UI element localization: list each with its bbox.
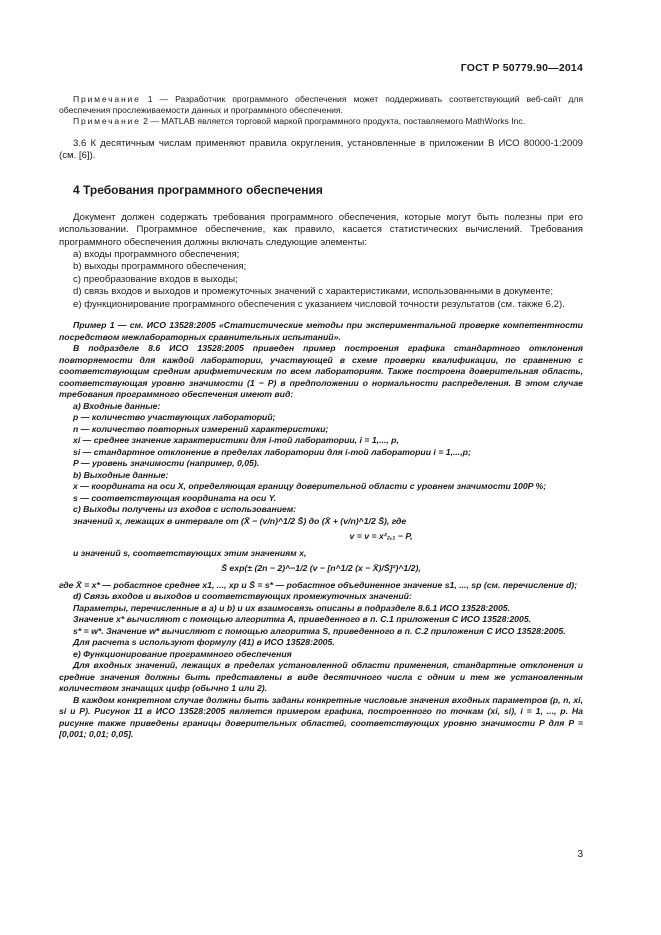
- example-block: [59, 320, 583, 741]
- input-p: p — количество участвующих лабораторий;: [73, 412, 276, 423]
- input-n: n — количество повторных измерений характеристики;: [73, 423, 329, 434]
- e-label: e) Функционирование программного обеспечения: [73, 648, 292, 659]
- note-2-text: — MATLAB является торговой маркой программного продукта, поставляемого MathWorks Inc.: [150, 116, 526, 127]
- formula-s: S̄ exp(± (2n − 2)^−1/2 (v − [n^1/2 (x − X̄)/S̄]²)^1/2),: [221, 563, 421, 574]
- c-text: значений x, лежащих в интервале от (X̄ − (v/n)^1/2 S̄) до (X̄ + (v/n)^1/2 S̄), где: [73, 515, 407, 526]
- list-item-a: a) входы программного обеспечения;: [73, 249, 240, 261]
- clause-3-6: 3.6 К десятичным числам применяют правила округления, установленные в приложении В ИСО 80000-1:2009 (см. [6]).: [59, 137, 583, 162]
- page-number: 3: [577, 849, 583, 860]
- example-title: Пример 1 — см. ИСО 13528:2005 «Статистические методы при экспериментальной проверке компетентности посредством межлабораторных сравнительных испытаний».: [59, 320, 583, 342]
- list-item-c: c) преобразование входов в выходы;: [73, 273, 238, 285]
- note-2-label: Примечание: [73, 116, 141, 127]
- c-label: c) Выходы получены из входов с использованием:: [73, 504, 297, 515]
- list-item-e: e) функционирование программного обеспечения с указанием числовой точности результатов (см. также 6.2).: [73, 298, 565, 310]
- output-s: s — соответствующая координата на оси Y.: [73, 492, 277, 503]
- inputs-label: a) Входные данные:: [73, 400, 161, 411]
- output-x: x — координата на оси X, определяющая границу доверительной области с уровнем значимости 100P %;: [73, 481, 547, 492]
- input-xi: xi — среднее значение характеристики для i-той лаборатории, i = 1,..., p,: [73, 435, 399, 446]
- standard-number: ГОСТ Р 50779.90—2014: [460, 62, 583, 74]
- d-text-3: s* = w*. Значение w* вычисляют с помощью алгоритма S, приведенного в п. С.2 приложения С ИСО 13528:2005.: [73, 625, 566, 636]
- formula-v: v = ν = x²₂,₁ − P,: [349, 531, 413, 542]
- d-text-4: Для расчета s используют формулу (41) в ИСО 13528:2005.: [73, 637, 335, 648]
- d-label: d) Связь входов и выходов и соответствующих промежуточных значений:: [73, 591, 412, 602]
- e-text-1: Для входных значений, лежащих в пределах установленной области применения, стандартные отклонения и средние значения должны быть представлены в виде десятичного числа с одним и тем же установленным количеством значащих цифр (обычно 1 или 2).: [59, 660, 583, 694]
- section-intro: Документ должен содержать требования программного обеспечения, которые могут быть полезны при его использовании. Программное обеспечение, как правило, касается статистических вычислений. Требования программного обеспечения должны включать следующие элементы:: [59, 211, 583, 248]
- note-1-text: — Разработчик программного обеспечения может поддерживать соответствующий веб-сайт для обеспечения прослеживаемости данных и программного обеспечения.: [59, 94, 584, 116]
- example-para: В подразделе 8.6 ИСО 13528:2005 приведен пример построения графика стандартного отклонения повторяемости для каждой лаборатории, участвующей в схеме проверки квалификации, по сравнению с соответствующим средним арифметическим по всем лабораториям. Также построена доверительная область, соответствующая уровню значимости (1 − P) в предположении о нормальности распределения. В этом случае требования программного обеспечения имеют вид:: [59, 343, 583, 400]
- where-clause: где X̄ = x* — робастное среднее x1, ..., xp и S̄ = s* — робастное объединенное значение s1, ..., sp (см. перечисление d);: [59, 579, 578, 590]
- note-2: [59, 116, 583, 127]
- outputs-label: b) Выходные данные:: [73, 469, 169, 480]
- note-1-label: Примечание: [73, 94, 141, 104]
- note-2-number: 2: [143, 116, 148, 127]
- c-text-2: и значений s, соответствующих этим значениям x,: [73, 547, 307, 558]
- input-P: P — уровень значимости (например, 0,05).: [73, 458, 260, 469]
- input-si: si — стандартное отклонение в пределах лаборатории для i-той лаборатории i = 1,...,p;: [73, 446, 471, 457]
- note-1: [59, 94, 583, 116]
- page-body: [59, 94, 583, 741]
- list-item-b: b) выходы программного обеспечения;: [73, 261, 247, 273]
- e-text-2: В каждом конкретном случае должны быть заданы конкретные числовые значения входных параметров (p, n, xi, si и P). Рисунок 11 в ИСО 13528:2005 является примером графика, построенного по точкам (xi, si), i = 1, ..., p. На рисунке также приведены границы доверительных областей, соответствующих уровню значимости P для P = [0,001; 0,01; 0,05].: [59, 694, 583, 740]
- note-1-number: 1: [147, 94, 153, 104]
- d-text-2: Значение x* вычисляют с помощью алгоритма А, приведенного в п. С.1 приложения С ИСО 13528:2005.: [73, 614, 532, 625]
- list-item-d: d) связь входов и выходов и промежуточных значений с характеристиками, использованными в документе;: [73, 286, 554, 298]
- section-heading: 4 Требования программного обеспечения: [73, 183, 323, 198]
- d-text-1: Параметры, перечисленные в а) и b) и их взаимосвязь описаны в подразделе 8.6.1 ИСО 13528:2005.: [73, 602, 511, 613]
